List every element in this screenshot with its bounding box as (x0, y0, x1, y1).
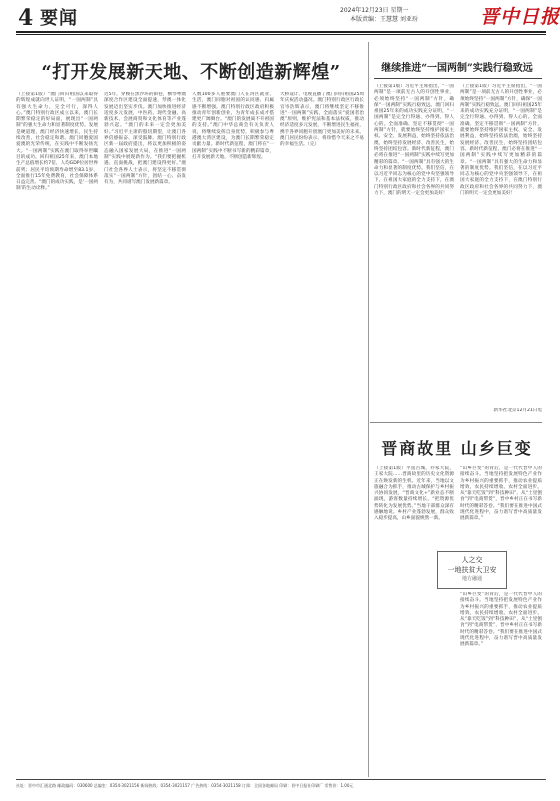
page-number: 4 (18, 5, 34, 31)
section-separator (370, 422, 542, 425)
article-column-3: 人数100多人重要澳门人在湾区就业、生活，澳门同胞对祖国的认同感、归属感不断增强。澳门特别行政区政府积极推动青年创新创业，为青年成长成才搭建更广阔舞台。“澳门的发展离不开祖国的支持。”澳门中华总商会有关负责人说，将继续发挥自身优势，积极参与粤港澳大湾区建设，为澳门长期繁荣稳定贡献力量。新时代新征程，澳门将在“一国两制”实践中不断书写新的精彩篇章，打开发展新天地、不断创造新辉煌。 (192, 92, 274, 160)
commentary-body-left: （上接第1版）习近平主席指出，“一国两制”是一项前无古人的开创性事业，必须始终坚持“一国两制”方针，确保“一国两制”实践行稳致远。澳门回归祖国25年来的成功实践充分证明，“一国两制”是完全行得通、办得到、得人心的。全面准确、坚定不移贯彻“一国两制”方针，就要始终坚持维护国家主权、安全、发展利益，始终坚持依法治澳，始终坚持发展经济、改善民生，始终坚持团结包容。新时代新征程，澳门必将在推进“一国两制”实践中续写更加精彩的篇章。“一国两制”具有强大的生命力和显著的制度优势。我们坚信，在以习近平同志为核心的党中央坚强领导下，在祖国大家庭的全力支持下，在澳门特别行政区政府和社会各界的共同努力下，澳门的明天一定会更加美好！ (374, 84, 454, 197)
footer-rule (16, 779, 546, 780)
footer-info: 社址：晋中市汇通北路 邮政编码：030600 总编室：0354-3021156 新闻热线：0354-3021157 广告热线：0354-3021158 订阅：全国各地邮局 印刷：晋中日报社印刷厂 零售价：1.00元 (16, 783, 354, 788)
pull-quote-box (437, 551, 507, 589)
column-divider (368, 42, 369, 777)
pull-quote-line-2: 一地扶贫大卫安 (447, 566, 497, 574)
commentary-title: 继续推进“一国两制”实践行稳致远 (381, 63, 533, 74)
feature-title: 晋商故里 山乡巨变 (381, 439, 533, 458)
header-rule-thin (16, 34, 546, 35)
editor-line: 本版责编：王慧慧 刘亚玢 (350, 16, 418, 23)
commentary-body-right: （上接第1版）习近平主席指出，“一国两制”是一项前无古人的开创性事业，必须始终坚持“一国两制”方针，确保“一国两制”实践行稳致远。澳门回归祖国25年来的成功实践充分证明，“一国两制”是完全行得通、办得到、得人心的。全面准确、坚定不移贯彻“一国两制”方针，就要始终坚持维护国家主权、安全、发展利益，始终坚持依法治澳，始终坚持发展经济、改善民生，始终坚持团结包容。新时代新征程，澳门必将在推进“一国两制”实践中续写更加精彩的篇章。“一国两制”具有强大的生命力和显著的制度优势。我们坚信，在以习近平同志为核心的党中央坚强领导下，在祖国大家庭的全力支持下，在澳门特别行政区政府和社会各界的共同努力下，澳门的明天一定会更加美好！ (460, 84, 542, 197)
article-column-2: 近5年，穿梭在黑沙环的街巷，横琴粤澳深度合作区建设全面提速，琴澳一体化发展迈出坚实步伐。澳门加快推进经济适度多元发展，中医药、现代金融、高新技术、会展商贸和文化体育等产业蓬勃兴起。“澳门的未来一定会更加美好。”习近平主席的殷切期望，让澳门各界倍感振奋、深受鼓舞。澳门特别行政区新一届政府提出，将以更加积极的姿态融入国家发展大局，在推进“一国两制”实践中展现新作为。“我们要把握机遇、直面挑战，把澳门建设得更好。”澳门社会各界人士表示，将坚定不移贯彻落实“一国两制”方针，团结一心、奋发有为，共同谱写澳门发展新篇章。 (104, 92, 186, 186)
pull-quote-line-3: 地方融通 (461, 576, 482, 582)
header-rule (16, 31, 546, 33)
feature-body-right-top: “山乡巨变”的背后，是一代代晋中人的接续奋斗。当地坚持把发展特色产业作为乡村振兴的重要抓手，推动农业提质增效、农民持续增收、农村全面进步。从“靠天吃饭”到“科技种田”，从“土里刨食”到“电商带货”，晋中乡村正在书写新时代的精彩答卷。“我们要在推进中国式现代化进程中，奋力谱写晋中高质量发展新篇章。” (460, 466, 542, 522)
section-title: 要闻 (40, 8, 78, 29)
issue-date: 2024年12月23日 星期一 (340, 7, 409, 14)
article-column-4: 大桥设计、电视直播了澳门回归祖国25周年庆祝活动盛况。澳门特别行政区行政长官岑浩辉表示，澳门将继续坚定不移推进“一国两制”实践，全面落实“爱国者治澳”原则，维护宪法和基本法权威，推动经济适度多元发展，不断增进民生福祉，携手各界同胞开创澳门更加美好的未来。澳门居民纷纷表示，将珍惜今天来之不易的幸福生活。（完） (280, 92, 364, 148)
feature-body-right-bottom: “山乡巨变”的背后，是一代代晋中人的接续奋斗。当地坚持把发展特色产业作为乡村振兴的重要抓手，推动农业提质增效、农民持续增收、农村全面进步。从“靠天吃饭”到“科技种田”，从“土里刨食”到“电商带货”，晋中乡村正在书写新时代的精彩答卷。“我们要在推进中国式现代化进程中，奋力谱写晋中高质量发展新篇章。” (460, 592, 542, 648)
newspaper-masthead-logo: 晋中日报 (480, 6, 560, 28)
feature-body-left: （上接第1版）平遥古城、乔家大院、王家大院……晋商故里的历史文化资源正在焕发新的生机。近年来，当地以文旅融合为抓手，推动古城保护与乡村振兴协同发展，“晋商文化+”新业态不断涌现，游客数量持续增长。“把资源优势转化为发展优势。”当地干部群众深有感触地说。乡村产业蓬勃发展，群众收入稳步提高，山乡面貌焕然一新。 (374, 466, 454, 522)
commentary-rule (374, 78, 542, 79)
pull-quote-line-1: 人之交 (461, 556, 483, 564)
article-column-1: （上接第1版）“澳门回归祖国以来取得的辉煌成就向世人证明，“一国两制”具有强大生命力，完全可行，深得人心。”澳门特别行政区成立以来，澳门长期繁荣稳定的好局面，展现出“一国两制”的强大生命力和显著制度优势。发展是硬道理，澳门经济快速增长，民生持续改善，社会稳定和谐。澳门同胞爱国爱澳的光荣传统，在实践中不断发扬光大。“一国两制”实践在澳门取得举世瞩目的成功。回归祖国25年来，澳门本地生产总值增长约7倍，人均GDP位居世界前列；居民平均预期寿命增至83.1岁，全面推行15年免费教育，社会保障体系日益完善。“澳门的成功实践，是‘一国两制’的生动诠释。” (16, 92, 98, 192)
commentary-source: 新华社北京12月21日电 (493, 408, 542, 413)
main-headline: “打开发展新天地、不断创造新辉煌” (41, 62, 341, 83)
